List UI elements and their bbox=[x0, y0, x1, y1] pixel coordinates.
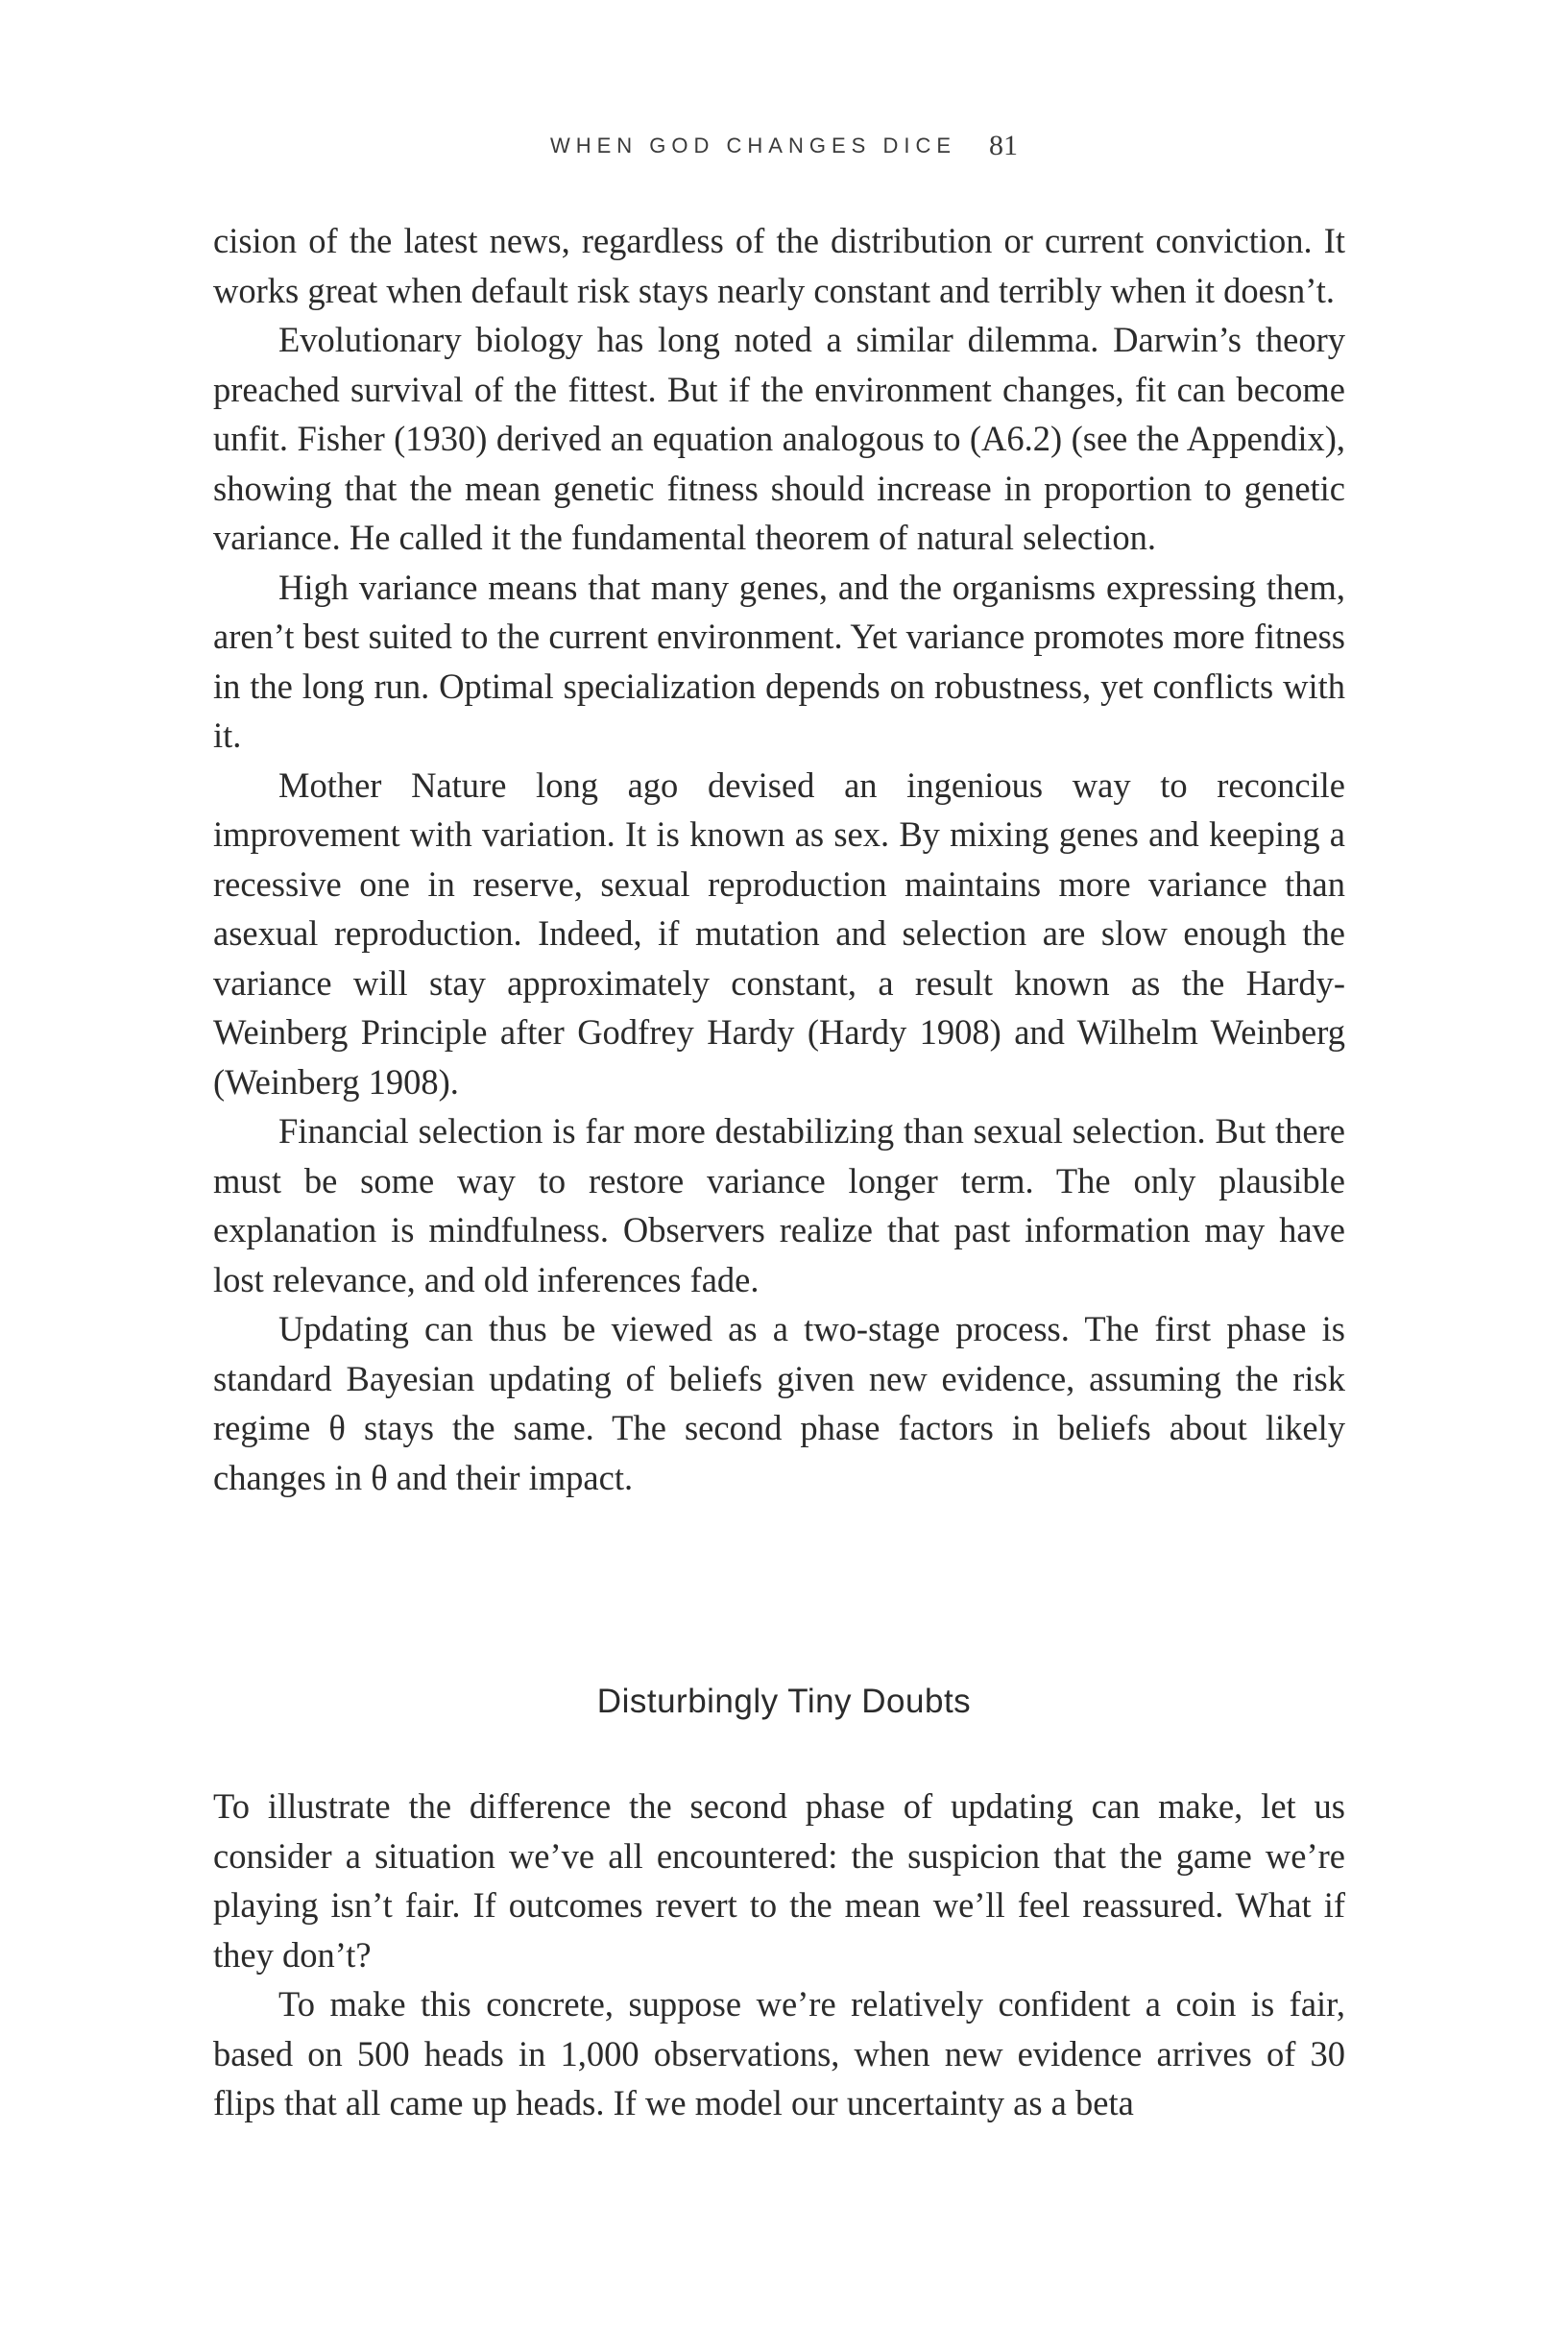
paragraph: To make this concrete, suppose we’re relatively confident a coin is fair, based on 500 heads in 1,000 observations, when new evidence arrives of 30 flips that all came up heads. If we model our uncertainty as a beta bbox=[213, 1984, 1345, 2122]
paragraph: High variance means that many genes, and the organisms expressing them, aren’t best suited to the current environment. Yet variance promotes more fitness in the long run. Optimal specialization depends on robustness, yet conflicts with it. bbox=[213, 567, 1345, 755]
paragraph: Evolutionary biology has long noted a similar dilemma. Darwin’s theory preached survival of the fittest. But if the environment changes, fit can become unfit. Fisher (1930) derived an equation analogous to (A6.2) (see the Appendix), showing that the mean genetic fitness should increase in proportion to genetic variance. He called it the fundamental theorem of natural selection. bbox=[213, 320, 1345, 557]
section-heading: Disturbingly Tiny Doubts bbox=[596, 1683, 972, 1720]
paragraph: Mother Nature long ago devised an ingenious way to reconcile improvement with variation. It is known as sex. By mixing genes and keeping a recessive one in reserve, sexual reproduction maintains more variance than asexual reproduction. Indeed, if mutation and selection are slow enough the variance will stay approximately constant, a result known as the Hardy-Weinberg Principle after Godfrey Hardy (Hardy 1908) and Wilhelm Weinberg (Weinberg 1908). bbox=[213, 764, 1345, 1102]
paragraph: Financial selection is far more destabilizing than sexual selection. But there must be some way to restore variance longer term. The only plausible explanation is mindfulness. Observers realize that past information may have lost relevance, and old inferences fade. bbox=[213, 1111, 1345, 1299]
page-header bbox=[0, 130, 1568, 162]
paragraph: Updating can thus be viewed as a two-stage process. The first phase is standard Bayesian updating of beliefs given new evidence, assuming the risk regime θ stays the same. The second phase factors in beliefs about likely changes in θ and their impact. bbox=[213, 1309, 1345, 1497]
running-head: WHEN GOD CHANGES DICE bbox=[549, 133, 957, 158]
paragraph: cision of the latest news, regardless of the distribution or current conviction. It works great when default risk stays nearly constant and terribly when it doesn’t. bbox=[213, 221, 1345, 310]
body-text bbox=[213, 216, 1345, 1502]
section-body-text bbox=[213, 1782, 1345, 2128]
page-number: 81 bbox=[989, 130, 1019, 161]
paragraph: To illustrate the difference the second phase of updating can make, let us consider a situation we’ve all encountered: the suspicion that the game we’re playing isn’t fair. If outcomes revert to the mean we’ll feel reassured. What if they don’t? bbox=[213, 1786, 1345, 1975]
